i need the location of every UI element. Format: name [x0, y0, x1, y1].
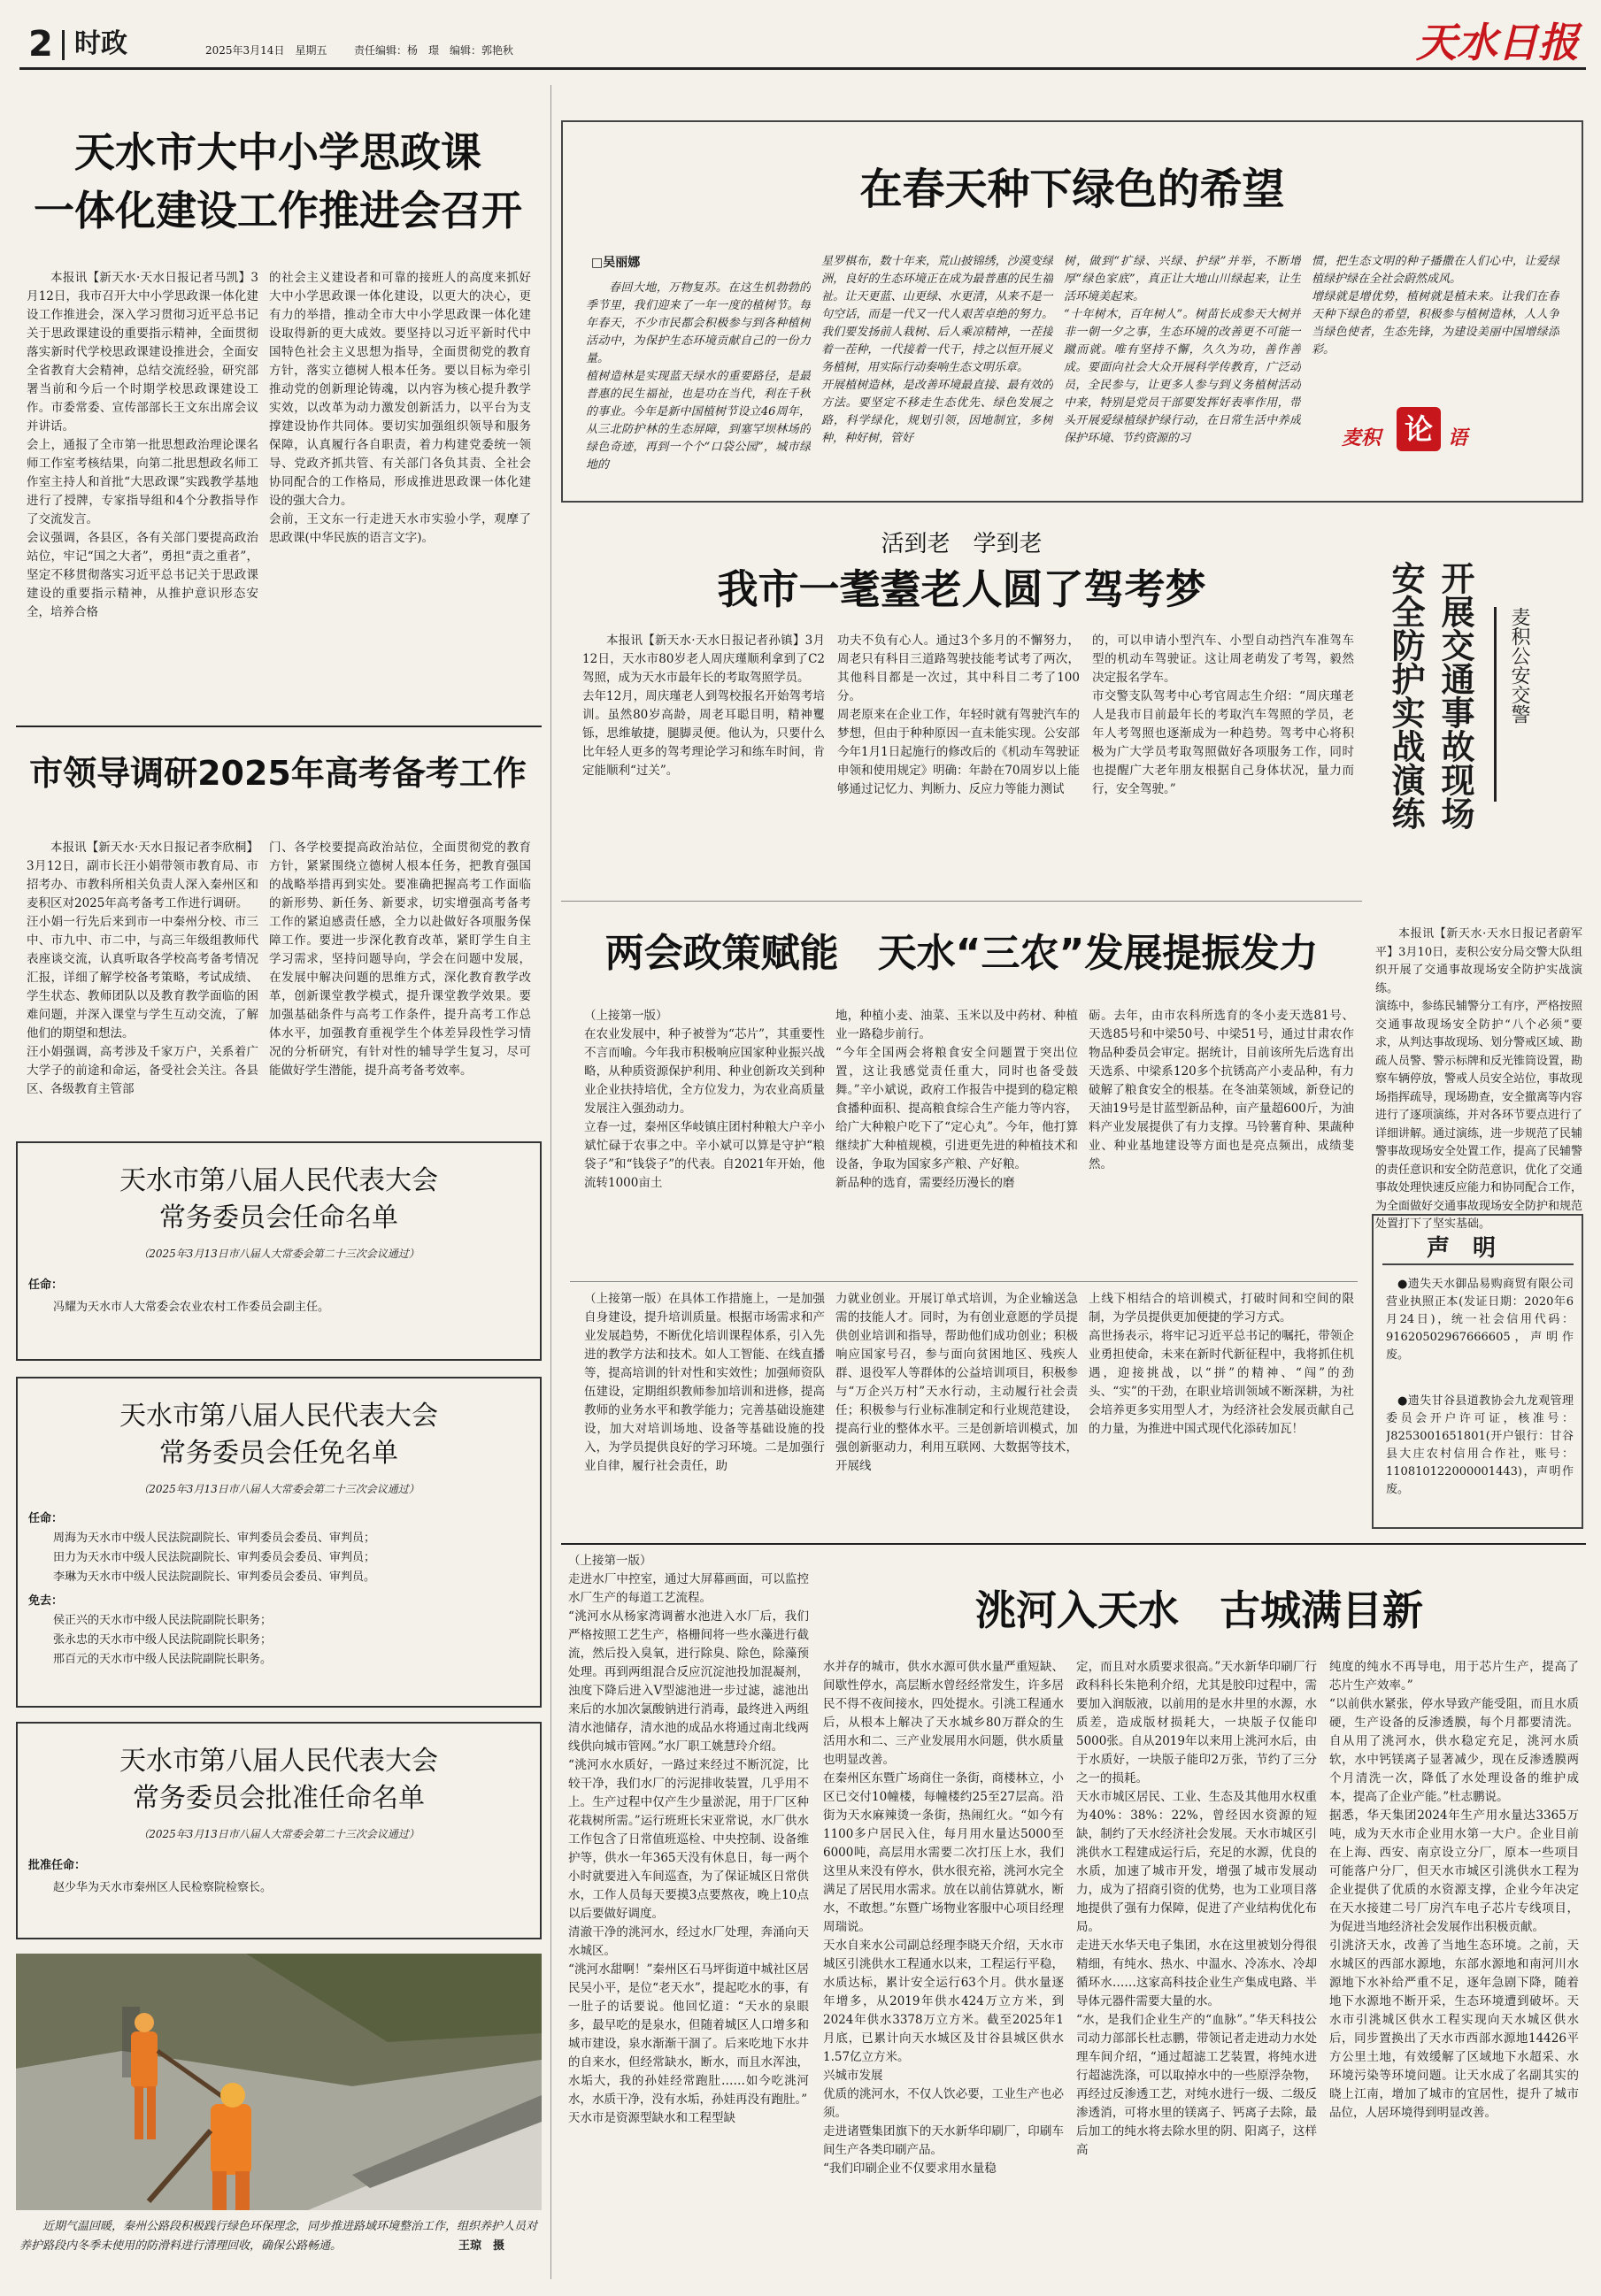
list-label: 任命：	[28, 1512, 64, 1525]
list-item: 周海为天水市中级人民法院副院长、审判委员会委员、审判员；	[53, 1532, 376, 1545]
issue-date: 2025年3月14日 星期五	[205, 44, 327, 57]
paper-logo: 天水日报	[1416, 19, 1579, 66]
divider	[16, 726, 542, 727]
article-elderly-driver	[561, 518, 1362, 897]
list-title-line1: 天水市第八届人民代表大会	[119, 1746, 438, 1777]
article-title: 两会政策赋能 天水“三农”发展提振发力	[604, 931, 1319, 976]
appointment-list-3	[16, 1722, 542, 1939]
list-label: 任命：	[28, 1279, 64, 1292]
editorial-author: □吴丽娜	[591, 256, 641, 270]
article-agriculture	[561, 910, 1362, 1543]
column-divider	[550, 85, 551, 2279]
vertical-kicker: 麦积公安交警	[1508, 607, 1530, 724]
notice-box	[1372, 1214, 1583, 1529]
article-body-col3: 砺。去年，由市农科所选育的冬小麦天选81号、天选85号和中梁50号、中梁51号，通过甘肃农作物品种委员会审定。据统计，目前该所先后选育出天选系、中梁系120多个抗锈高产小麦品种，有力破解了粮食安全的根基。在冬油菜领域，新登记的天油19号是甘蓝型新品种，亩产量超600斤，为油料产业发展提供了有力支撑。马铃薯育种、果蔬种业、种业基地建设等方面也是亮点频出，成绩斐然。	[1089, 1009, 1354, 1171]
list-item: 侯正兴的天水市中级人民法院副院长职务；	[53, 1614, 273, 1627]
list-item: 李琳为天水市中级人民法院副院长、审判委员会委员、审判员。	[53, 1570, 376, 1584]
list-title-line1: 天水市第八届人民代表大会	[119, 1165, 438, 1196]
editorial-col4: 惯，把生态文明的种子播撒在人们心中，让爱绿植绿护绿在全社会蔚然成风。 增绿就是增优势，植树就是植未来。让我们在春天种下绿色的希望，积极参与植树造林，人人争当绿色使者，生态先锋，为建设美丽中国增绿添彩。	[1312, 255, 1559, 357]
badge-right: 语	[1448, 426, 1468, 449]
list-item: 赵少华为天水市秦州区人民检察院检察长。	[53, 1881, 273, 1894]
road-workers-photo	[16, 1954, 542, 2210]
divider	[561, 1543, 1586, 1545]
list-subtitle: （2025年3月13日市八届人大常委会第二十三次会议通过）	[138, 1248, 419, 1260]
list-label: 免去：	[28, 1594, 64, 1608]
article-body-col1: 本报讯【新天水·天水日报记者马凯】3月12日，我市召开大中小学思政课一体化建设工作推进会，深入学习贯彻习近平总书记关于思政课建设的重要指示精神，全面贯彻落实新时代学校思政课建设推进会，全面安全省教育大会精神，总结交流经验，研究部署当前和今后一个时期学校思政课建设工作。市委常委、宣传部部长王文东出席会议并讲话。 会上，通报了全市第一批思想政治理论课名师工作室考核结果，向第二批思想政名师工作室主持人和首批“大思政课”实践教学基地进行了授牌，专家指导组和4个分教指导作了交流发言。 会议强调，各县区，各有关部门要提高政治站位，牢记“国之大者”，勇担“责之重者”，坚定不移贯彻落实习近平总书记关于思政课建设的重要指示精神，从推护意识形态安全，培养合格	[27, 271, 258, 619]
article-tao-river	[561, 1548, 1586, 2288]
editorial-col1: 春回大地，万物复苏。在这生机勃勃的季节里，我们迎来了一年一度的植树节。每年春天，不少市民都会积极参与到各种植树活动中，为保护生态环境贡献自己的一份力量。 植树造林是实现蓝天绿水的重要路径，是最普惠的民生福祉，也是功在当代，利在千秋的事业。今年是新中国植树节设立46周年，从三北防护林的生态屏障，到塞罕坝林场的绿色奇迹，再到一个个“口袋公园”，城市绿地的	[586, 281, 811, 472]
article-body-col4-3: 上线下相结合的培训模式，打破时间和空间的限制，为学员提供更加便捷的学习方式。 高世扬表示，将牢记习近平总书记的嘱托，带领企业勇担使命，未来在新时代新征程中，我将抓住机遇，迎接挑战，以“拼”的精神、“闯”的劲头、“实”的干劲，在职业培训领域不断深耕，为社会培养更多实用型人才，为经济社会发展贡献自己的力量，为推进中国式现代化添砖加瓦！	[1089, 1292, 1354, 1436]
editorial-title: 在春天种下绿色的希望	[859, 165, 1285, 214]
masthead	[0, 0, 1601, 71]
article-body-col2: 水并存的城市，供水水源可供水量严重短缺、间歇性停水，高层断水曾经经常发生，许多居民不得不夜间接水，四处提水。引洮工程通水后，从根本上解决了天水城乡80万群众的生活用水和二、三产业发展用水问题，供水质量也明显改善。 在秦州区东暨广场商住一条街，商楼林立，小区已交付10幢楼，每幢楼约25至27层高。沿街为天水麻辣烫一条街，热闹红火。“如今有1100多户居民入住，每月用水量达5000至6000吨，高层用水需要二次打压上水，我们这里从来没有停水，供水很充裕，洮河水完全满足了居民用水需求。放在以前估算就水，断水，不敢想。”东暨广场物业客服中心项目经理周瑞说。 天水自来水公司副总经理李晓天介绍，天水市城区引洮供水工程通水以来，工程运行平稳，水质达标，累计安全运行63个月。供水量逐年增多，从2019年供水424万立方米，到2024年供水3378万立方米。截至2025年1月底，已累计向天水城区及甘谷县城区供水1.57亿立方米。 兴城市发展 优质的洮河水，不仅人饮必要，工业生产也必须。 走进诸暨集团旗下的天水新华印刷厂，印刷车间生产各类印刷产品。 “我们印刷企业不仅要求用水量稳	[823, 1660, 1064, 2176]
news-photo	[16, 1954, 542, 2210]
page-number-divider	[62, 30, 65, 60]
vertical-title-col1: 开展交通事故现场	[1436, 561, 1474, 830]
article-traffic-drill	[1372, 518, 1586, 1231]
badge-left: 麦积	[1342, 426, 1382, 449]
column-badge	[1342, 407, 1528, 460]
divider	[561, 901, 1362, 902]
article-title: 市领导调研2025年高考备考工作	[29, 754, 527, 793]
article-body-col1: 本报讯【新天水·天水日报记者孙镇】3月12日，天水市80岁老人周庆瑾顺利拿到了C2驾照，成为天水市最年长的考取驾照学员。 去年12月，周庆瑾老人到驾校报名开始驾考培训。虽然80岁高龄，周老耳聪目明，精神矍铄，思维敏捷，腿脚灵便。他认为，只要什么比年轻人更多的驾考理论学习和练车时间，肯定能顺利“过关”。	[582, 634, 825, 778]
article-body-col2: 地，种植小麦、油菜、玉米以及中药材、种植业一路稳步前行。 “今年全国两会将粮食安全问题置于突出位置，这让我感觉责任重大，同时也备受鼓舞。”辛小斌说，政府工作报告中提到的稳定粮食播种面积、提高粮食综合生产能力等内容，给广大种粮户吃下了“定心丸”。今年，他打算继续扩大种植规模，引进更先进的种植技术和设备，争取为国家多产粮、产好粮。 新品种的选育，需要经历漫长的磨	[835, 1009, 1078, 1190]
list-title-line2: 常务委员会任命名单	[159, 1202, 398, 1233]
list-subtitle: （2025年3月13日市八届人大常委会第二十三次会议通过）	[138, 1483, 419, 1495]
masthead-rule	[19, 67, 1586, 70]
notice-item: ●遗失天水御品易购商贸有限公司营业执照正本(发证日期：2020年6月24日)，统一社会信用代码：91620502967666605，声明作废。	[1386, 1278, 1574, 1362]
caption-text: 近期气温回暖，秦州公路段积极践行绿色环保理念，同步推进路域环境整治工作，组织养护人员对养护路段内冬季未使用的防滑料进行清理回收，确保公路畅通。	[19, 2220, 538, 2253]
article-body-col4-1: （上接第一版）在具体工作措施上，一是加强自身建设，提升培训质量。根据市场需求和产业发展趋势，不断优化培训课程体系，引入先进的教学方法和技术。如人工智能、在线直播等，提高培训的针对性和实效性；加强师资队伍建设，定期组织教师参加培训和进修，提高教师的业务水平和教学能力；完善基础设施建设，加大对培训场地、设备等基础设施的投入，为学员提供良好的学习环境。二是加强行业自律，履行社会责任，助	[584, 1292, 825, 1473]
article-body: 本报讯【新天水·天水日报记者蔚军平】3月10日，麦积公安分局交警大队组织开展了交通事故现场安全防护实战演练。 演练中，参练民辅警分工有序，严格按照交通事故现场安全防护“八个必须”要求，从判达事故现场、划分警戒区域、勘疏人员警、警示标牌和反光锥筒设置，勘察车辆停放，警戒人员安全站位，事故现场指挥疏导，现场勘查，安全撤离等内容进行了逐项演练，并对各环节要点进行了详细讲解。通过演练，进一步规范了民辅警事故现场安全处置工作，提高了民辅警的责任意识和安全防范意识，优化了交通事故处理快速反应能力和协同配合工作，为全面做好交通事故现场安全防护和规范处置打下了坚实基础。	[1375, 927, 1582, 1231]
editorial-col2: 星罗棋布，数十年来，荒山披锦绣，沙漠变绿洲，良好的生态环境正在成为最普惠的民生福祉。让天更蓝、山更绿、水更清，从来不是一句空话，而是一代又一代人艰苦卓绝的努力。我们要发扬前人栽树、后人乘凉精神，一茬接着一茬种，一代接着一代干，持之以恒开展义务植树，用实际行动奏响生态文明乐章。 开展植树造林，是改善环境最直接、最有效的方法。要坚定不移走生态优先、绿色发展之路，科学绿化，规划引领，因地制宜，多树种，种好树，管好	[821, 255, 1053, 445]
article-body-col1: （上接第一版） 走进水厂中控室，通过大屏幕画面，可以监控水厂生产的每道工艺流程。 “洮河水从杨家湾调蓄水池进入水厂后，我们严格按照工艺生产，格栅间将一些水藻进行截流，然后投入臭氧，进行除臭、除色，除藻预处理。再到两组混合反应沉淀池投加混凝剂，浊度下降后进入V型滤池进一步过滤，滤池出来后的水加次氯酸钠进行消毒，最终进入两组清水池储存，清水池的成品水将通过南北线两线供向城市管网。”水厂职工姚慧玲介绍。 “洮河水水质好，一路过来经过不断沉淀，比较干净，我们水厂的污泥排收装置，几乎用不上。生产过程中仅产生少量淤泥，用于厂区种花栽树所需。”运行班班长宋亚常说，水厂供水工作包含了日常值班巡检、中央控制、设备维护等，供水一年365天没有休息日，每一两个小时就要进入车间巡查，为了保证城区日常供水，工作人员每天要摸3点要熬夜，晚上10点以后要做好调度。 清澈干净的洮河水，经过水厂处理，奔涌向天水城区。 “洮河水甜啊！”秦州区石马坪街道中城社区居民吴小平，是位“老天水”，提起吃水的事，有一肚子的话要说。他回忆道：“天水的泉眼多，最早吃的是泉水，但随着城区人口增多和城市建设，泉水渐渐干涸了。后来吃地下水井的自来水，但经常缺水，断水，而且水浑浊，水垢大，我的孙娃经常跑肚……如今吃洮河水，水质干净，没有水垢，孙娃再没有跑肚。” 天水市是资源型缺水和工程型缺	[568, 1554, 809, 2125]
appointment-list-2	[16, 1377, 542, 1708]
notice-item: ●遗失甘谷县道教协会九龙观管理委员会开户许可证，核准号：J8253001651801(开户银行：甘谷县大庄农村信用合作社，账号：110810122000001443)，声明作废。	[1386, 1394, 1574, 1496]
article-gaokao	[16, 743, 540, 1133]
article-body-col1: （上接第一版） 在农业发展中，种子被誉为“芯片”，其重要性不言而喻。今年我市积极响应国家种业振兴战略，从种质资源保护利用、种业创新攻关到种业企业扶持培优，全方位发力，为农业高质量发展注入强劲动力。 立春一过，秦州区华岐镇庄团村种粮大户辛小斌忙碌于农事之中。辛小斌可以算是守护“粮袋子”和“钱袋子”的代表。自2021年开始，他流转1000亩土	[584, 1009, 825, 1190]
list-title-line1: 天水市第八届人民代表大会	[119, 1401, 438, 1432]
vertical-kicker-bar	[1494, 607, 1497, 802]
article-body-col2: 的社会主义建设者和可靠的接班人的高度来抓好大中小学思政课一体化建设，以更大的决心，更有力的举措，推动全市大中小学思政课一体化建设取得新的更大成效。要坚持以习近平新时代中国特色社会主义思想为指导，全面贯彻党的教育方针，落实立德树人根本任务。要以目标为牵引推动党的创新理论铸魂，以内容为核心提升教学实效，以改革为动力激发创新活力，以平台为支撑建设协作共同体。要切实加强组织领导和服务保障，认真履行各自职责，着力构建党委统一领导、党政齐抓共管、有关部门各负其责、全社会协同配合的工作格局，形成推进思政课一体化建设的强大合力。 会前，王文东一行走进天水市实验小学，观摩了思政课(中华民族的语言文字)。	[269, 271, 531, 545]
article-kicker: 活到老 学到老	[881, 531, 1043, 557]
appointment-list-1	[16, 1141, 542, 1361]
article-body-col4: 纯度的纯水不再导电，用于芯片生产，提高了芯片生产效率。” “以前供水紧张，停水导致产能受阻，而且水质硬，生产设备的反渗透膜，每个月都要清洗。自从用了洮河水，供水稳定充足，洮河水质软，水中钙镁离子显著减少，现在反渗透膜两个月清洗一次，降低了水处理设备的维护成本，提高了企业产能。”杜志鹏说。 据悉，华天集团2024年生产用水量达3365万吨，成为天水市企业用水第一大户。企业目前在上海、西安、南京设立分厂，原本一些项目可能落户分厂，但天水市城区引洮供水工程为企业提供了优质的水资源支撑，企业今年决定在天水接建二号厂房汽车电子芯片专线项目，为促进当地经济社会发展作出积极贡献。 引洮济天水，改善了当地生态环境。之前，天水城区的西部水源地，东部水源地和南河川水源地下水补给严重不足，逐年急剧下降，随着地下水源地不断开采，生态环境遭到破坏。天水市引洮城区供水工程实现向天水城区供水后，同步置换出了天水市西部水源地14426平方公里土地，有效缓解了区域地下水超采、水环境污染等环境问题。让天水成了名副其实的晓上江南，增加了城市的宜居性，提升了城市品位，人居环境得到明显改善。	[1329, 1660, 1579, 2120]
section-name: 时政	[74, 28, 127, 59]
divider	[570, 1281, 1358, 1282]
article-title: 我市一耄耋老人圆了驾考梦	[717, 565, 1206, 613]
article-title-line2: 一体化建设工作推进会召开	[34, 187, 522, 234]
list-item: 冯耀为天水市人大常委会农业农村工作委员会副主任。	[53, 1301, 330, 1314]
notice-title: 声 明	[1427, 1235, 1497, 1262]
list-item: 张永忠的天水市中级人民法院副院长职务；	[53, 1633, 273, 1647]
photo-caption	[19, 2217, 540, 2281]
editorial-col3: 树，做到“扩绿、兴绿、护绿”并举，不断增厚“绿色家底”，真正让大地山川绿起来，让生活环境美起来。 “十年树木，百年树人”。树苗长成参天大树并非一朝一夕之事，生态环境的改善更不可能一蹴而就。唯有坚持不懈，久久为功，善作善成。要面向社会大众开展科学传教育，广泛动员，全民参与，让更多人参与到义务植树活动中来，特别是党员干部要发挥好表率作用，带头开展爱绿植绿护绿行动，在日常生活中养成保护环境、节约资源的习	[1064, 255, 1301, 445]
list-subtitle: （2025年3月13日市八届人大常委会第二十三次会议通过）	[138, 1828, 419, 1840]
list-title-line2: 常务委员会批准任命名单	[133, 1783, 425, 1814]
badge-mid: 论	[1397, 407, 1441, 451]
article-title-line1: 天水市大中小学思政课	[74, 128, 481, 176]
article-body-col3: 定，而且对水质要求很高。”天水新华印刷厂行政科科长朱艳利介绍，尤其是胶印过程中，需要加入润版液，以前用的是水井里的水源，水质差，造成版材损耗大，一块版子仅能印5000张。自从2019年以来用上洮河水后，由于水质好，一块版子能印2万张，节约了三分之一的损耗。 天水市城区居民、工业、生态及其他用水权重为40%：38%：22%，曾经因水资源的短缺，制约了天水经济社会发展。天水市城区引洮供水工程建成运行后，充足的水源，优良的水质，加速了城市开发，增强了城市发展动力，成为了招商引资的优势，也为工业项目落地提供了强有力保障，促进了产业结构优化布局。 走进天水华天电子集团，水在这里被划分得很精细，有纯水、热水、中温水、冷冻水、冷却循环水……这家高科技企业生产集成电路、半导体元器件需要大量的水。 “水，是我们企业生产的“血脉”。”华天科技公司动力部部长杜志鹏，带领记者走进动力水处理车间介绍，“通过超滤工艺装置，将纯水进行超滤洗涤，可以取掉水中的一些原浮杂物，再经过反渗透工艺，对纯水进行一级、二级反渗透消，可将水里的镁离子、钙离子去除，最后加工的纯水将去除水里的阴、阳离子，这样高	[1076, 1660, 1317, 2157]
article-body-col1: 本报讯【新天水·天水日报记者李欣桐】3月12日，副市长汪小娟带领市教育局、市招考办、市教科所相关负责人深入秦州区和麦积区对2025年高考备考工作进行调研。 汪小娟一行先后来到市一中秦州分校、市三中、市九中、市二中，与高三年级组教师代表座谈交流，认真听取各学校高考备考情况汇报，详细了解学校备考策略，考试成绩、学生状态、教师团队以及教育教学面临的困难问题，并深入课堂与学生互动交流，了解他们的期望和想法。 汪小娟强调，高考涉及千家万户，关系着广大学子的前途和命运，备受社会关注。各县区、各级教育主管部	[27, 841, 258, 1096]
page-number: 2	[28, 24, 53, 65]
article-title: 洮河入天水 古城满目新	[975, 1586, 1423, 1634]
article-politics-course	[16, 126, 540, 710]
list-item: 田力为天水市中级人民法院副院长、审判委员会委员、审判员；	[53, 1551, 376, 1564]
article-body-col3: 的，可以申请小型汽车、小型自动挡汽车准驾车型的机动车驾驶证。这让周老萌发了考驾，毅然决定报名学车。 市交警支队驾考中心考官周志生介绍：“周庆瑾老人是我市目前最年长的考取汽车驾照的学员，老年人考驾照也逐渐成为一种趋势。驾考中心将积极为广大学员考取驾照做好各项服务工作，同时也提醒广大老年朋友根据自己身体状况，量力而行，安全驾驶。”	[1092, 634, 1354, 796]
article-body-col2: 门、各学校要提高政治站位，全面贯彻党的教育方针，紧紧围绕立德树人根本任务，把教育强国的战略举措再到实处。要准确把握高考工作面临的新形势、新任务、新要求，切实增强高考备考工作的紧迫感责任感，全力以赴做好各项服务保障工作。要进一步深化教育改革，紧盯学生自主学习需求，坚持问题导向，学会在问题中发展，在发展中解决问题的思维方式，深化教育教学改革，创新课堂教学模式，提升课堂教学效果。要加强基础条件与高考工作条件，提升高考工作总体水平，加强教育重视学生个体差异段性学习情况的分析研究，有针对性的辅导学生复习，尽可能做好学生潜能，提升高考备考效率。	[269, 841, 531, 1078]
vertical-title-col2: 安全防护实战演练	[1386, 561, 1425, 830]
editors-credit: 责任编辑：杨 璟 编辑：郭艳秋	[354, 44, 514, 57]
photo-credit: 王琼 摄	[458, 2239, 504, 2253]
list-title-line2: 常务委员会任免名单	[159, 1438, 398, 1469]
list-label: 批准任命：	[28, 1859, 87, 1872]
article-body-col4-2: 力就业创业。开展订单式培训，为企业输送急需的技能人才。同时，为有创业意愿的学员提供创业培训和指导，帮助他们成功创业；积极响应国家号召，参与面向贫困地区、残疾人群、退役军人等群体的公益培训项目，积极参与“万企兴万村”天水行动，主动履行社会责任；积极参与行业标准制定和行业规范建设，提高行业的整体水平。三是创新培训模式，加强创新驱动力，利用互联网、大数据等技术，开展线	[835, 1292, 1078, 1473]
article-body-col2: 功夫不负有心人。通过3个多月的不懈努力，周老只有科目三道路驾驶技能考试考了两次，其他科目都是一次过，其中科目二考了100分。 周老原来在企业工作，年轻时就有驾驶汽车的梦想，但由于种种原因一直未能实现。公安部今年1月1日起施行的修改后的《机动车驾驶证申领和使用规定》明确：年龄在70周岁以上能够通过记忆力、判断力、反应力等能力测试	[837, 634, 1080, 796]
list-item: 邢百元的天水市中级人民法院副院长职务。	[53, 1653, 273, 1666]
editorial-box	[561, 120, 1583, 503]
